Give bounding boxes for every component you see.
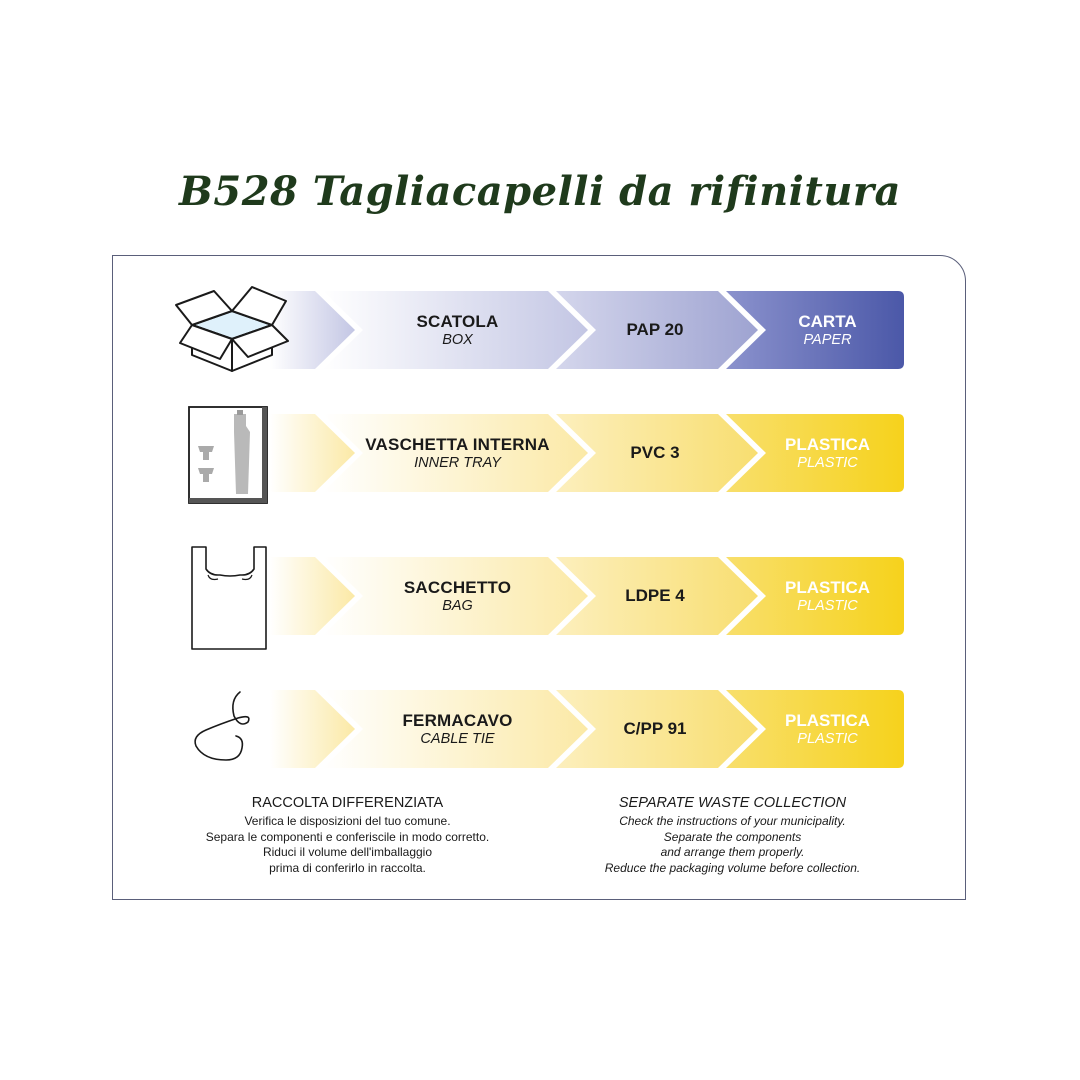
inner-tray-icon bbox=[188, 406, 270, 506]
component-label-en: BOX bbox=[442, 332, 473, 348]
material-label: PLASTICA bbox=[785, 435, 870, 454]
cable-tie-icon bbox=[190, 688, 270, 768]
notes-heading: RACCOLTA DIFFERENZIATA bbox=[251, 795, 444, 811]
row-inner-tray bbox=[0, 414, 1080, 494]
row-bag bbox=[0, 557, 1080, 637]
component-label: SACCHETTO bbox=[403, 578, 512, 597]
row-box bbox=[0, 291, 1080, 371]
material-label: PLASTICA bbox=[785, 578, 870, 597]
material-code: PVC 3 bbox=[630, 443, 680, 462]
component-label-en: CABLE TIE bbox=[420, 731, 495, 747]
material-label-en: PLASTIC bbox=[797, 455, 858, 471]
notes-line: and arrange them properly. bbox=[660, 845, 805, 859]
component-label: VASCHETTA INTERNA bbox=[365, 435, 550, 454]
material-label: CARTA bbox=[798, 312, 857, 331]
box-icon bbox=[172, 277, 292, 373]
component-label: FERMACAVO bbox=[402, 711, 513, 730]
material-label-en: PLASTIC bbox=[797, 731, 858, 747]
material-code: C/PP 91 bbox=[623, 719, 687, 738]
notes-line: Riduci il volume dell'imballaggio bbox=[262, 845, 433, 859]
notes-heading: SEPARATE WASTE COLLECTION bbox=[618, 795, 847, 811]
notes-italian bbox=[160, 795, 535, 876]
notes-line: Separa le componenti e conferiscile in modo corretto. bbox=[205, 829, 490, 844]
page-title: B528 Tagliacapelli da rifinitura bbox=[179, 168, 901, 215]
notes-line: prima di conferirlo in raccolta. bbox=[269, 860, 426, 875]
row-cable-tie bbox=[0, 690, 1080, 770]
notes-line: Verifica le disposizioni del tuo comune. bbox=[244, 814, 451, 828]
component-label-en: INNER TRAY bbox=[414, 455, 501, 471]
notes-english bbox=[545, 795, 920, 876]
material-label: PLASTICA bbox=[785, 711, 870, 730]
material-code: PAP 20 bbox=[626, 320, 684, 339]
notes-line: Reduce the packaging volume before collection. bbox=[604, 860, 861, 875]
notes-line: Separate the components bbox=[663, 829, 802, 844]
material-label-en: PAPER bbox=[803, 332, 852, 348]
material-label-en: PLASTIC bbox=[797, 598, 858, 614]
component-label-en: BAG bbox=[442, 598, 473, 614]
bag-icon bbox=[190, 545, 270, 651]
notes-line: Check the instructions of your municipality. bbox=[619, 814, 846, 828]
material-code: LDPE 4 bbox=[625, 586, 685, 605]
component-label: SCATOLA bbox=[416, 312, 499, 331]
